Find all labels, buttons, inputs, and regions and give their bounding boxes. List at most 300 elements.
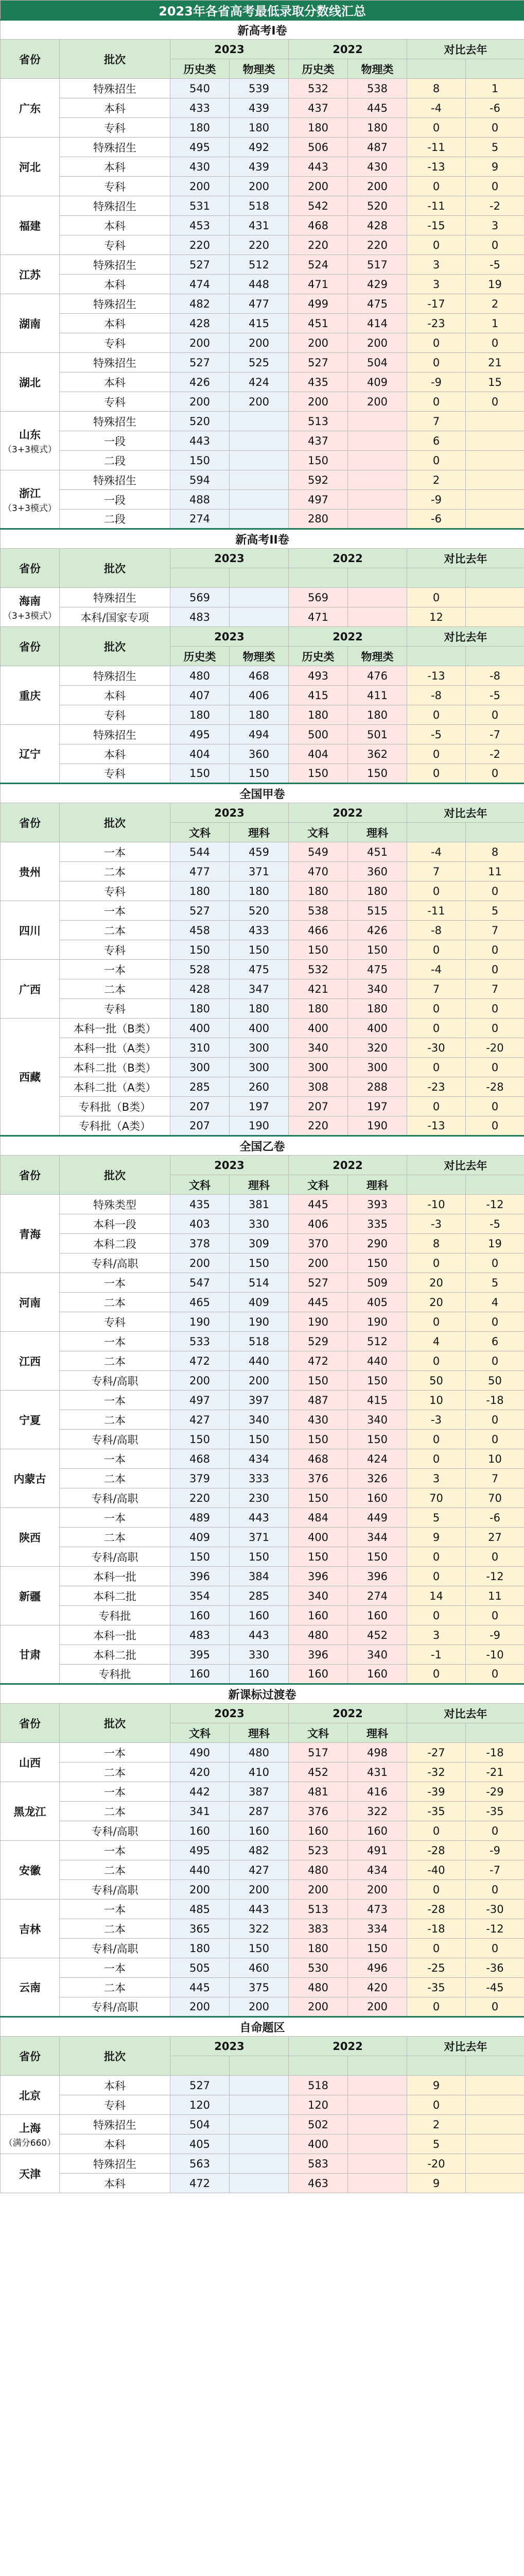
batch-cell: 本科一段 [60, 1214, 170, 1234]
score-2023-b: 371 [230, 1528, 289, 1547]
score-2022-a: 200 [289, 1997, 348, 2017]
score-2022-b: 180 [348, 705, 407, 725]
batch-cell: 一本 [60, 1508, 170, 1528]
score-2022-a: 160 [289, 1665, 348, 1684]
batch-cell: 专科 [60, 999, 170, 1019]
diff-a: 0 [407, 1665, 466, 1684]
score-2022-a: 220 [289, 1116, 348, 1136]
score-2022-b: 160 [348, 1821, 407, 1841]
table-row [1, 1978, 524, 1997]
score-2023-a: 472 [170, 2174, 230, 2193]
score-2023-b: 443 [230, 1508, 289, 1528]
score-2023-b: 492 [230, 138, 289, 157]
score-2023-b [230, 431, 289, 451]
score-2022-b: 429 [348, 275, 407, 294]
score-2022-b [348, 431, 407, 451]
batch-cell: 二本 [60, 1293, 170, 1312]
province-note: （3+3模式） [3, 611, 57, 621]
diff-a: 8 [407, 1234, 466, 1253]
diff-b: 0 [466, 1997, 524, 2017]
diff-a: -17 [407, 294, 466, 314]
score-2023-a: 528 [170, 960, 230, 979]
diff-a: -27 [407, 1743, 466, 1762]
table-row [1, 275, 524, 294]
score-2023-a: 404 [170, 744, 230, 764]
province-cell [1, 1958, 60, 2017]
score-2022-a: 529 [289, 1332, 348, 1351]
diff-a: 9 [407, 1528, 466, 1547]
score-2023-b: 150 [230, 1547, 289, 1567]
score-2023-a: 482 [170, 294, 230, 314]
diff-a: 9 [407, 2174, 466, 2193]
score-2023-a: 505 [170, 1958, 230, 1978]
score-2023-b: 180 [230, 118, 289, 138]
col-2023: 2023 [170, 549, 289, 568]
province-name: 辽宁 [19, 748, 41, 760]
table-row [1, 1234, 524, 1253]
batch-cell: 专科 [60, 333, 170, 353]
batch-cell: 特殊招生 [60, 79, 170, 98]
score-2023-b: 285 [230, 1586, 289, 1606]
score-2023-b: 180 [230, 705, 289, 725]
col-batch: 批次 [60, 549, 170, 588]
score-2023-a: 400 [170, 1019, 230, 1038]
score-2022-b: 180 [348, 882, 407, 901]
table-row [1, 392, 524, 412]
score-2023-b: 190 [230, 1116, 289, 1136]
col-compare: 对比去年 [407, 1704, 524, 1723]
score-2022-b: 501 [348, 725, 407, 744]
diff-b: -5 [466, 1214, 524, 1234]
diff-a: 10 [407, 1391, 466, 1410]
score-2022-b [348, 588, 407, 607]
table-row [1, 882, 524, 901]
diff-b: 10 [466, 1449, 524, 1469]
score-2022-a: 499 [289, 294, 348, 314]
score-2022-b: 416 [348, 1782, 407, 1802]
score-2023-b: 300 [230, 1038, 289, 1058]
diff-b: 5 [466, 138, 524, 157]
score-2023-a: 310 [170, 1038, 230, 1058]
score-2022-b: 498 [348, 1743, 407, 1762]
score-2023-a: 527 [170, 353, 230, 372]
score-2023-b [230, 2174, 289, 2193]
score-2022-b: 445 [348, 98, 407, 118]
score-2023-b: 190 [230, 1312, 289, 1332]
diff-a: 9 [407, 2076, 466, 2095]
diff-a: -3 [407, 1410, 466, 1430]
diff-b: -29 [466, 1782, 524, 1802]
score-2022-a: 437 [289, 98, 348, 118]
score-2022-b: 431 [348, 1762, 407, 1782]
province-cell [1, 1391, 60, 1449]
province-cell [1, 353, 60, 412]
score-2023-b: 406 [230, 686, 289, 705]
province-name: 宁夏 [19, 1414, 41, 1427]
col-2022: 2022 [289, 627, 407, 647]
diff-a: -6 [407, 510, 466, 529]
score-2023-a: 435 [170, 1195, 230, 1214]
diff-b: 0 [466, 1821, 524, 1841]
diff-b: 0 [466, 1430, 524, 1449]
diff-a: -9 [407, 490, 466, 510]
col-compare: 对比去年 [407, 627, 524, 647]
batch-cell: 专科 [60, 1312, 170, 1332]
diff-a: 3 [407, 255, 466, 275]
table-row [1, 1860, 524, 1880]
batch-cell: 专科 [60, 392, 170, 412]
batch-cell: 特殊类型 [60, 1195, 170, 1214]
score-2022-b [348, 412, 407, 431]
score-2022-b: 190 [348, 1312, 407, 1332]
diff-b [466, 490, 524, 510]
batch-cell: 本科一批（A类） [60, 1038, 170, 1058]
score-2022-a: 383 [289, 1919, 348, 1939]
table-row [1, 1038, 524, 1058]
score-2022-b: 449 [348, 1508, 407, 1528]
diff-b: 19 [466, 275, 524, 294]
diff-a: -4 [407, 98, 466, 118]
score-2023-b: 330 [230, 1214, 289, 1234]
score-2022-b [348, 607, 407, 627]
batch-cell: 专科批（A类） [60, 1116, 170, 1136]
score-2023-a: 207 [170, 1097, 230, 1116]
score-2022-a: 150 [289, 1488, 348, 1508]
score-2023-b: 371 [230, 862, 289, 882]
score-2023-a: 200 [170, 1880, 230, 1900]
table-row [1, 1077, 524, 1097]
score-2023-a: 468 [170, 1449, 230, 1469]
col-subheader: 文科 [170, 1723, 230, 1743]
diff-a: -28 [407, 1841, 466, 1860]
table-row [1, 216, 524, 235]
score-2023-a: 150 [170, 1430, 230, 1449]
score-2022-a: 150 [289, 1547, 348, 1567]
score-2022-a: 160 [289, 1821, 348, 1841]
score-2022-a: 180 [289, 882, 348, 901]
col-subheader [230, 2056, 289, 2076]
diff-b: 0 [466, 1058, 524, 1077]
col-province: 省份 [1, 1156, 60, 1195]
score-2022-b: 150 [348, 1939, 407, 1958]
col-batch: 批次 [60, 2037, 170, 2076]
col-subheader: 物理类 [348, 59, 407, 79]
table-row [1, 1469, 524, 1488]
score-2023-a: 428 [170, 979, 230, 999]
diff-b: -28 [466, 1077, 524, 1097]
table-row [1, 2134, 524, 2154]
score-2022-b: 340 [348, 1410, 407, 1430]
col-province: 省份 [1, 549, 60, 588]
table-row [1, 1939, 524, 1958]
score-2022-a: 532 [289, 960, 348, 979]
diff-a: 5 [407, 1508, 466, 1528]
batch-cell: 二本 [60, 1351, 170, 1371]
score-2023-a: 354 [170, 1586, 230, 1606]
score-2022-a: 430 [289, 1410, 348, 1430]
score-2022-b: 491 [348, 1841, 407, 1860]
diff-b: -12 [466, 1567, 524, 1586]
province-cell [1, 1841, 60, 1900]
province-cell [1, 1332, 60, 1391]
score-2023-a: 474 [170, 275, 230, 294]
score-2023-a: 428 [170, 314, 230, 333]
score-2023-a: 207 [170, 1116, 230, 1136]
score-2023-b: 397 [230, 1391, 289, 1410]
section-header [1, 784, 524, 803]
score-2023-b: 309 [230, 1234, 289, 1253]
diff-a: -9 [407, 372, 466, 392]
province-cell [1, 901, 60, 960]
score-2023-a: 160 [170, 1821, 230, 1841]
score-2023-b: 200 [230, 392, 289, 412]
score-2023-a: 504 [170, 2115, 230, 2134]
page-title: 2023年各省高考最低录取分数线汇总 [1, 1, 524, 20]
diff-a: -18 [407, 1919, 466, 1939]
score-2022-a: 524 [289, 255, 348, 275]
diff-a: 0 [407, 1547, 466, 1567]
province-note: （3+3模式） [3, 503, 57, 514]
batch-cell: 专科批（B类） [60, 1097, 170, 1116]
diff-b: 5 [466, 1273, 524, 1293]
section-title: 新高考II卷 [1, 529, 524, 549]
score-2023-a: 190 [170, 1312, 230, 1332]
score-2022-b: 197 [348, 1097, 407, 1116]
col-subheader [407, 823, 466, 842]
score-2022-b: 515 [348, 901, 407, 921]
score-2022-b: 434 [348, 1860, 407, 1880]
table-row [1, 138, 524, 157]
score-2022-b: 150 [348, 1547, 407, 1567]
col-subheader [407, 568, 466, 588]
score-2022-b [348, 470, 407, 490]
batch-cell: 专科/高职 [60, 1997, 170, 2017]
score-2022-b [348, 2115, 407, 2134]
score-2023-b: 330 [230, 1645, 289, 1665]
score-2023-b: 518 [230, 1332, 289, 1351]
batch-cell: 一本 [60, 901, 170, 921]
table-row [1, 255, 524, 275]
score-2022-a: 472 [289, 1351, 348, 1371]
score-2023-a: 150 [170, 764, 230, 784]
score-2022-b: 504 [348, 353, 407, 372]
score-2022-a: 592 [289, 470, 348, 490]
score-2022-a: 180 [289, 999, 348, 1019]
province-cell [1, 1273, 60, 1332]
province-cell [1, 2154, 60, 2193]
col-subheader: 文科 [170, 1175, 230, 1195]
batch-cell: 专科 [60, 940, 170, 960]
diff-b: 0 [466, 1410, 524, 1430]
score-2022-b: 411 [348, 686, 407, 705]
col-province: 省份 [1, 803, 60, 842]
score-2022-a: 451 [289, 314, 348, 333]
score-2023-b: 230 [230, 1488, 289, 1508]
score-2023-a: 395 [170, 1645, 230, 1665]
score-2022-a: 435 [289, 372, 348, 392]
col-compare: 对比去年 [407, 803, 524, 823]
score-2023-b: 460 [230, 1958, 289, 1978]
score-2022-b [348, 451, 407, 470]
table-row [1, 1802, 524, 1821]
score-2023-b: 287 [230, 1802, 289, 1821]
col-subheader [230, 568, 289, 588]
col-compare: 对比去年 [407, 1156, 524, 1175]
batch-cell: 专科/高职 [60, 1253, 170, 1273]
province-name: 天津 [19, 2167, 41, 2180]
score-2023-a: 544 [170, 842, 230, 862]
province-cell [1, 1743, 60, 1782]
diff-a: -3 [407, 1214, 466, 1234]
score-2022-b: 475 [348, 960, 407, 979]
diff-a: 0 [407, 1880, 466, 1900]
column-header-row [1, 1704, 524, 1723]
score-2023-a: 409 [170, 1528, 230, 1547]
table-row [1, 940, 524, 960]
score-2022-b [348, 2134, 407, 2154]
score-2023-a: 533 [170, 1332, 230, 1351]
col-2022: 2022 [289, 803, 407, 823]
score-2023-b: 200 [230, 1371, 289, 1391]
score-2022-a: 493 [289, 666, 348, 686]
diff-a: 14 [407, 1586, 466, 1606]
batch-cell: 专科/高职 [60, 1547, 170, 1567]
table-row [1, 901, 524, 921]
section-header [1, 20, 524, 40]
diff-b: -20 [466, 1038, 524, 1058]
col-subheader [348, 2056, 407, 2076]
province-cell [1, 1782, 60, 1841]
batch-cell: 专科 [60, 705, 170, 725]
score-2022-b: 160 [348, 1665, 407, 1684]
col-2022: 2022 [289, 549, 407, 568]
score-2023-a: 405 [170, 2134, 230, 2154]
table-row [1, 1019, 524, 1038]
diff-b [466, 588, 524, 607]
province-name: 陕西 [19, 1531, 41, 1544]
score-2023-b: 431 [230, 216, 289, 235]
score-2022-b: 326 [348, 1469, 407, 1488]
score-2022-b: 274 [348, 1586, 407, 1606]
batch-cell: 本科二批（A类） [60, 1077, 170, 1097]
diff-a: -10 [407, 1195, 466, 1214]
diff-a: 3 [407, 1625, 466, 1645]
score-2022-b: 334 [348, 1919, 407, 1939]
col-subheader [289, 568, 348, 588]
table-row [1, 235, 524, 255]
column-header-row [1, 627, 524, 647]
score-2022-b: 290 [348, 1234, 407, 1253]
diff-a: 3 [407, 1469, 466, 1488]
score-2023-b: 410 [230, 1762, 289, 1782]
batch-cell: 特殊招生 [60, 2115, 170, 2134]
province-name: 广东 [19, 102, 41, 115]
score-2022-b: 473 [348, 1900, 407, 1919]
score-2023-a: 220 [170, 235, 230, 255]
col-compare: 对比去年 [407, 2037, 524, 2056]
col-subheader: 文科 [170, 823, 230, 842]
table-row [1, 1312, 524, 1332]
diff-a: 0 [407, 1019, 466, 1038]
column-header-row [1, 803, 524, 823]
score-2022-b: 160 [348, 1606, 407, 1625]
score-2023-b [230, 607, 289, 627]
score-2022-b: 452 [348, 1625, 407, 1645]
province-name: 河南 [19, 1296, 41, 1309]
score-2023-a: 430 [170, 157, 230, 177]
batch-cell: 二段 [60, 510, 170, 529]
diff-b: 1 [466, 79, 524, 98]
table-row [1, 1410, 524, 1430]
diff-b [466, 431, 524, 451]
section-title: 新高考I卷 [1, 20, 524, 40]
table-row [1, 490, 524, 510]
batch-cell: 一段 [60, 431, 170, 451]
table-row [1, 1625, 524, 1645]
diff-a: 20 [407, 1293, 466, 1312]
table-row [1, 1273, 524, 1293]
table-row [1, 862, 524, 882]
batch-cell: 本科一批 [60, 1625, 170, 1645]
score-2022-b: 335 [348, 1214, 407, 1234]
score-2022-b: 396 [348, 1567, 407, 1586]
score-2023-b: 150 [230, 764, 289, 784]
score-2022-a: 120 [289, 2095, 348, 2115]
score-2022-a: 200 [289, 1880, 348, 1900]
score-2023-b: 409 [230, 1293, 289, 1312]
score-2023-b [230, 2154, 289, 2174]
province-name: 江苏 [19, 268, 41, 281]
score-2023-b [230, 470, 289, 490]
diff-a: -4 [407, 960, 466, 979]
score-2022-a: 452 [289, 1762, 348, 1782]
score-2022-a: 538 [289, 901, 348, 921]
diff-b: 0 [466, 118, 524, 138]
score-2023-b: 468 [230, 666, 289, 686]
score-2023-b: 512 [230, 255, 289, 275]
table-row [1, 2115, 524, 2134]
section-header [1, 1136, 524, 1156]
score-2022-b: 288 [348, 1077, 407, 1097]
score-2022-b: 538 [348, 79, 407, 98]
score-2023-a: 200 [170, 177, 230, 196]
diff-b: -35 [466, 1802, 524, 1821]
table-row [1, 2174, 524, 2193]
table-row [1, 1997, 524, 2017]
score-2023-b [230, 2076, 289, 2095]
diff-b: -8 [466, 666, 524, 686]
score-2023-a: 274 [170, 510, 230, 529]
province-cell [1, 294, 60, 353]
section-header [1, 2017, 524, 2037]
diff-a: -35 [407, 1802, 466, 1821]
table-row [1, 960, 524, 979]
section-header [1, 529, 524, 549]
col-subheader [466, 647, 524, 666]
diff-a: 7 [407, 862, 466, 882]
diff-a: 0 [407, 1430, 466, 1449]
diff-b: 0 [466, 705, 524, 725]
table-row [1, 1743, 524, 1762]
score-2022-b [348, 2076, 407, 2095]
diff-b [466, 2174, 524, 2193]
score-2022-b: 150 [348, 1430, 407, 1449]
province-name: 云南 [19, 1981, 41, 1994]
score-2023-a: 547 [170, 1273, 230, 1293]
province-cell [1, 1449, 60, 1508]
table-row [1, 588, 524, 607]
diff-b: 0 [466, 333, 524, 353]
